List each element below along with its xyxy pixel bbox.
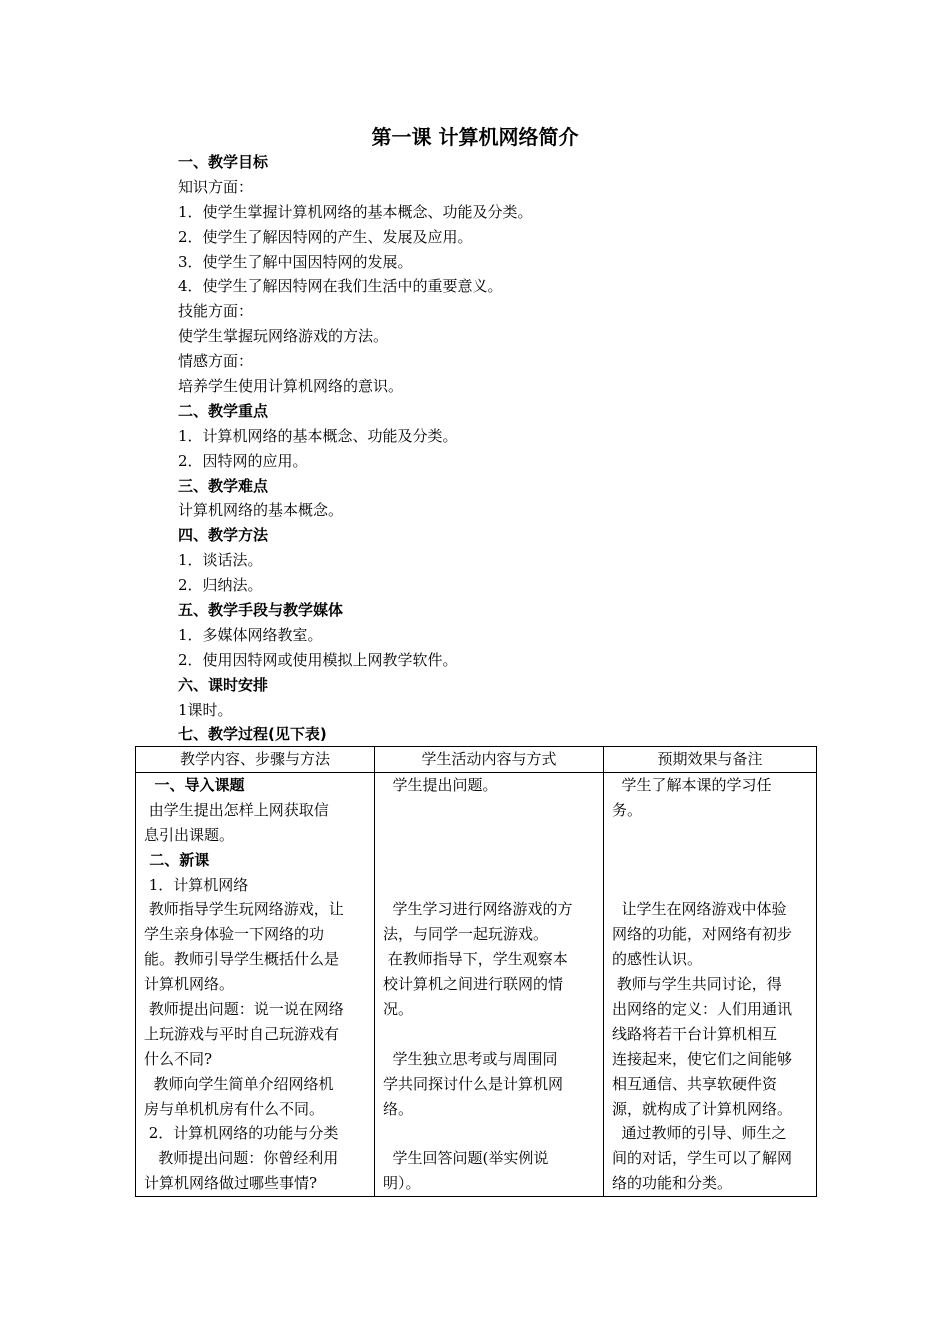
cell-text-line bbox=[383, 823, 595, 848]
text-line: 1课时。 bbox=[178, 700, 233, 719]
cell-text-line: 务。 bbox=[612, 800, 643, 819]
cell-text-line bbox=[612, 823, 808, 848]
text-line: 1．计算机网络的基本概念、功能及分类。 bbox=[178, 426, 458, 445]
cell-text-line: 的感性认识。 bbox=[612, 950, 703, 969]
table-cell-expected-effect bbox=[604, 773, 817, 1197]
text-line: 2．使用因特网或使用模拟上网教学软件。 bbox=[178, 650, 458, 669]
cell-text-line: 2．计算机网络的功能与分类 bbox=[144, 1124, 339, 1143]
table-header-cell: 教学内容、步骤与方法 bbox=[136, 747, 375, 773]
table-header-cell: 预期效果与备注 bbox=[604, 747, 817, 773]
cell-text-line: 学生独立思考或与周围同 bbox=[383, 1049, 558, 1068]
section-heading: 三、教学难点 bbox=[178, 476, 269, 495]
cell-text-line: 学生提出问题。 bbox=[383, 776, 498, 794]
cell-text-line: 连接起来，使它们之间能够 bbox=[612, 1049, 793, 1068]
teaching-process-table bbox=[135, 746, 817, 1197]
cell-text-line: 源，就构成了计算机网络。 bbox=[612, 1099, 793, 1118]
cell-text-line: 络。 bbox=[383, 1099, 414, 1118]
text-line: 1．使学生掌握计算机网络的基本概念、功能及分类。 bbox=[178, 202, 533, 221]
document-title: 第一课 计算机网络简介 bbox=[371, 125, 579, 149]
text-line: 培养学生使用计算机网络的意识。 bbox=[178, 377, 404, 396]
cell-text-line: 况。 bbox=[383, 1000, 414, 1019]
table-header-cell: 学生活动内容与方式 bbox=[375, 747, 604, 773]
cell-text-line: 教师指导学生玩网络游戏，让 bbox=[144, 900, 344, 919]
cell-text-line: 学生学习进行网络游戏的方 bbox=[383, 900, 573, 919]
cell-text-line: 线路将若干台计算机相互 bbox=[612, 1024, 778, 1043]
cell-text-line bbox=[612, 848, 808, 873]
cell-text-line: 学生回答问题(举实例说 bbox=[383, 1149, 549, 1168]
cell-text-line: 间的对话，学生可以了解网 bbox=[612, 1149, 793, 1168]
cell-heading: 一、导入课题 bbox=[144, 776, 245, 794]
section-heading: 二、教学重点 bbox=[178, 401, 269, 420]
cell-text-line bbox=[383, 848, 595, 873]
section-heading: 四、教学方法 bbox=[178, 526, 269, 545]
text-line: 2．归纳法。 bbox=[178, 576, 263, 595]
cell-text-line: 教师与学生共同讨论，得 bbox=[612, 975, 782, 994]
text-line: 计算机网络的基本概念。 bbox=[178, 501, 344, 520]
section-heading: 一、教学目标 bbox=[178, 153, 269, 171]
cell-text-line: 相互通信、共享软硬件资 bbox=[612, 1074, 778, 1093]
cell-text-line bbox=[383, 873, 595, 898]
text-line: 2．使学生了解因特网的产生、发展及应用。 bbox=[178, 227, 473, 246]
cell-text-line: 什么不同? bbox=[144, 1049, 213, 1068]
cell-text-line: 由学生提出怎样上网获取信 bbox=[144, 800, 329, 819]
table-header-row bbox=[136, 747, 817, 773]
cell-text-line bbox=[383, 798, 595, 823]
cell-text-line: 明）。 bbox=[383, 1174, 421, 1193]
cell-text-line: 房与单机机房有什么不同。 bbox=[144, 1099, 325, 1118]
document-body bbox=[178, 150, 818, 747]
cell-text-line bbox=[612, 873, 808, 898]
cell-text-line: 教师提出问题：说一说在网络 bbox=[144, 1000, 344, 1019]
cell-text-line: 能。教师引导学生概括什么是 bbox=[144, 950, 340, 969]
text-line: 4．使学生了解因特网在我们生活中的重要意义。 bbox=[178, 277, 503, 296]
cell-text-line: 让学生在网络游戏中体验 bbox=[612, 900, 787, 919]
cell-text-line bbox=[383, 1121, 595, 1146]
cell-text-line: 法，与同学一起玩游戏。 bbox=[383, 925, 549, 944]
cell-text-line: 计算机网络做过哪些事情? bbox=[144, 1174, 318, 1193]
cell-heading: 二、新课 bbox=[144, 850, 210, 869]
cell-text-line: 上玩游戏与平时自己玩游戏有 bbox=[144, 1024, 340, 1043]
table-cell-student-activity bbox=[375, 773, 604, 1197]
cell-text-line: 教师提出问题：你曾经利用 bbox=[144, 1149, 339, 1168]
table-row bbox=[136, 773, 817, 1197]
cell-text-line: 学生亲身体验一下网络的功 bbox=[144, 925, 325, 944]
text-line: 知识方面： bbox=[178, 177, 254, 196]
cell-text-line bbox=[383, 1022, 595, 1047]
cell-text-line: 络的功能和分类。 bbox=[612, 1174, 733, 1193]
cell-text-line: 网络的功能，对网络有初步 bbox=[612, 925, 793, 944]
text-line: 3．使学生了解中国因特网的发展。 bbox=[178, 252, 413, 271]
cell-text-line: 通过教师的引导、师生之 bbox=[612, 1124, 787, 1143]
section-heading: 六、课时安排 bbox=[178, 675, 269, 694]
section-heading: 七、教学过程(见下表) bbox=[178, 725, 327, 744]
cell-text-line: 教师向学生简单介绍网络机 bbox=[144, 1074, 334, 1093]
text-line: 使学生掌握玩网络游戏的方法。 bbox=[178, 327, 389, 346]
text-line: 情感方面： bbox=[178, 352, 254, 371]
cell-text-line: 出网络的定义：人们用通讯 bbox=[612, 1000, 793, 1019]
cell-text-line: 校计算机之间进行联网的情 bbox=[383, 975, 564, 994]
text-line: 1．谈话法。 bbox=[178, 551, 263, 570]
cell-text-line: 1．计算机网络 bbox=[144, 875, 249, 894]
cell-text-line: 学共同探讨什么是计算机网 bbox=[383, 1074, 564, 1093]
text-line: 技能方面： bbox=[178, 302, 254, 321]
table-cell-content-steps bbox=[136, 773, 375, 1197]
text-line: 2．因特网的应用。 bbox=[178, 451, 308, 470]
text-line: 1．多媒体网络教室。 bbox=[178, 625, 323, 644]
section-heading: 五、教学手段与教学媒体 bbox=[178, 601, 344, 620]
cell-text-line: 计算机网络。 bbox=[144, 975, 235, 994]
cell-text-line: 学生了解本课的学习任 bbox=[612, 776, 772, 794]
cell-text-line: 息引出课题。 bbox=[144, 825, 235, 844]
cell-text-line: 在教师指导下，学生观察本 bbox=[383, 950, 568, 969]
